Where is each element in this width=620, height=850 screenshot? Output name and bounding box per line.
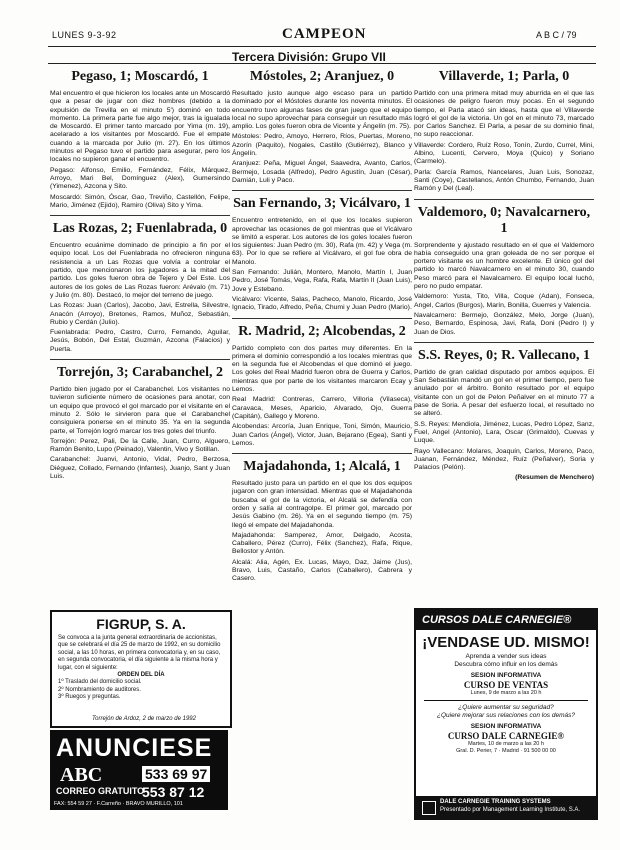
article-separator [232,190,412,191]
team-lineup: Real Madrid: Contreras, Carrero, Villoria (Vilaseca), Caravaca, Meses, Aparicio, Alvarado, Ojo, Guerra (Capitán), Gallego y Moreno. [232,396,412,420]
team-lineup: Torrejón: Perez, Pali, De la Calle, Juan, Curro, Alguero, Ramón Benito, Lupo (Peinado), Valentin, Vivo y Sotillan. [50,437,230,454]
column-2 [232,65,412,586]
page-number: A B C / 79 [536,30,577,40]
carnegie-footer [416,796,596,818]
header-rule [48,46,596,47]
course-ventas: CURSO DE VENTAS [463,680,549,690]
match-report: Partido de gran calidad disputado por ambos equipos. El San Sebastián mandó un gol en el primer tiempo, pero fue anulado por el árbitro. Bonito resultado por el equipo visitante con un gol de Pelon Peñalver en el minuto 77 a pase de Soria. A pesar del esfuerzo local, el resultado no se alteró. [414,368,594,418]
match-headline: S.S. Reyes, 0; R. Vallecano, 1 [418,347,590,363]
article-separator [232,453,412,454]
team-lineup: Móstoles: Pedro, Amoyo, Herrero, Ríos, Puertas, Moreno, Azorín (Paquito), Nogales, Castillo (Gutiérrez), Blanco y Ángelín. [232,133,412,158]
match-headline: Torrejón, 3; Carabanchel, 2 [56,365,224,381]
figrup-line: ORDEN DEL DÍA [117,672,165,679]
carnegie-footer-line: Presentado por Management Learning Institute, S.A. [440,807,581,813]
carnegie-sub: Descubra cómo influir en los demás [454,661,558,668]
course-date: Lunes, 9 de marzo a las 20 h [470,690,542,696]
figrup-line: 3º Ruegos y preguntas. [58,694,121,701]
carnegie-sub: Aprenda a vender sus ideas [465,653,547,660]
match-headline: Majadahonda, 1; Alcalá, 1 [243,459,401,475]
carnegie-question: ¿Quiere aumentar su seguridad? [458,704,554,711]
column-1 [50,65,230,483]
anunciese-ad [50,730,228,810]
team-lineup: Pegaso: Alfonso, Emilio, Fernández, Félix, Márquez, Arroyo, Mari Bel, Domínguez (Alex), Gumersindo (Yimenez), Azcona y Sito. [50,166,230,191]
match-report: Partido completo con dos partes muy diferentes. En la primera el dominio correspondió a los locales mientras que en la segunda fue el Alcobendas el que dominó el juego. Los goles del Real Madrid fueron obra de Guerra y Carlos, mientras que por parte de los visitantes marcaron Ecay y Lemos. [232,344,412,394]
match-report: Resultado justo para un partido en el que los dos equipos jugaron con gran intensidad. Mientras que el Majadahonda buscaba el gol de la victoria, el Alcalá se defendía con orden y salía al contragolpe. El primer gol, marcado por Jesús Gabino (m. 26). Ya en el segundo tiempo (m. 75) llegó el empate del Majadahonda. [232,480,412,529]
carnegie-address: Gral. D. Perier, 7 · Madrid · 91 500 00 00 [456,748,556,754]
author-signoff: (Resumen de Menchero) [515,474,594,482]
article-separator [232,318,412,319]
team-lineup: Alcobendas: Arcoría, Juan Enrique, Toni, Simón, Mauricio, Juan Carlos (Ángel), Victor, Juan, Bejarano (Egea), Santi y Lemos. [232,423,412,447]
team-lineup: Moscardó: Simón, Óscar, Gao, Treviño, Castellón, Felipe, Mario, Jiménez (Ejido), Ramiro (Oliva) Sito y Yima. [50,193,230,209]
match-headline: San Fernando, 3; Vicálvaro, 1 [233,196,411,212]
match-report: Partido bien jugado por el Carabanchel. Los visitantes no tuvieron suficiente número de ocasiones para anotar, con un equipo que provocó el gol marcado por el visitante en el minuto 2. Sólo le sirvieron para que el Carabanchel consiguiera ponerse en el minuto 35. Ya en la segunda parte, el Torrejón logró marcar los tres goles del triunfo. [50,386,230,435]
correo-gratuito-label: CORREO GRATUITO [56,786,145,796]
section-title: CAMPEON [282,26,367,42]
anunciese-headline: ANUNCIESE [56,734,213,762]
article-separator [50,359,230,360]
carnegie-headline: ¡VENDASE UD. MISMO! [422,634,590,651]
course-carnegie: CURSO DALE CARNEGIE® [447,731,565,741]
team-lineup: Fuenlabrada: Pedro, Castro, Curro, Fernando, Aguilar, Jesús, Bobón, Del Estal, Guzmán, Azcona (Falacios) y Puerta. [50,329,230,353]
team-lineup: San Fernando: Julián, Montero, Manolo, Martín I, Juan Pedro, José Tomás, Vega, Rafa, Rafa, Martín II (Juan Luis), Jove y Estebano. [232,269,412,293]
carnegie-ad [414,608,598,820]
header-date: LUNES 9-3-92 [52,30,117,40]
article-separator [414,199,594,200]
abc-logo: ABC [60,764,103,786]
carnegie-question: ¿Quiere mejorar sus relaciones con los demás? [436,712,575,719]
figrup-footer: Torrejón de Ardoz, 2 de marzo de 1992 [92,716,196,722]
match-report: Encuentro ecuánime dominado de principio a fin por el equipo local. Los del Fuenlabrada no ofrecieron ninguna resistencia a un Las Rozas que volvía a controlar el partido, que mencionaron los jugadores a la mitad del partido. Los goles fueron obra de Tejero y Del Este. Los autores de los goles de Las Rozas fueron: Arévalo (m. 71) y Julio (m. 80). Destacó, lo mejor del terreno de juego. [50,242,230,299]
figrup-line: Se convoca a la junta general extraordinaria de accionistas, que se celebrará el día 25 de marzo de 1992, en su domicilio social, a las 10 horas, en primera convocatoria y, en su caso, en segunda convocatoria, el día siguiente a la misma hora y lugar, con el siguiente: [58,635,221,671]
carnegie-logo-icon [422,801,436,815]
column-3 [414,65,594,481]
team-lineup: Aranjuez: Peña, Miguel Ángel, Saavedra, Avanto, Carlos, Bermejo, Losada (Alfredo), Pedro Agustín, Juan (César), Damián, Luli y Paco. [232,160,412,184]
match-report: Encuentro entretenido, en el que los locales supieron aprovechar las ocasiones de gol mientras que el Vicálvaro se limitó a esperar. Los autores de los goles locales fueron los siguientes: Juan Pedro (m. 30), Rafa (m. 42) y Vega (m. 63). Por lo que se refiere al Vicálvaro, el gol fue obra de Manolo. [232,217,412,266]
team-lineup: S.S. Reyes: Mendiola, Jiménez, Lucas, Pedro López, Sanz, Fuel, Angel (Antonio), Lara, Oscar (Grimaldo), Cuevas y Luque. [414,420,594,445]
team-lineup: Villaverde: Cordero, Ruíz Roso, Tonín, Zurdo, Currel, Mini, Albino, Lucenti, Cervero, Moya (Quico) y Soriano (Carmelo). [414,141,594,166]
article-separator [414,342,594,343]
match-report: Partido con una primera mitad muy aburrida en el que las ocasiones de peligro fueron muy pocas. En el segundo tiempo, el Parla atacó sin ideas, hasta que el Villaverde logró el gol de la victoria. Un gol en el minuto 73, marcado por Carlos Sanchez. El Parla, a pesar de su dominio final, no supo reaccionar. [414,90,594,139]
page-header [0,28,620,44]
figrup-line: 2º Nombramiento de auditores. [58,686,141,693]
course-date: Martes, 10 de marzo a las 20 h [468,741,544,747]
figrup-ad [50,610,232,728]
team-lineup: Navalcarnero: Bermejo, González, Melo, Jorge (Juan), Peso, Bernardo, Espinosa, Javi, Rafa, Doni (Pedro I) y Juan de Dios. [414,311,594,336]
team-lineup: Parla: García Ramos, Nancelares, Juan Luis, Sonozaz, Santi (Coye), Castellanos, Antón Chumbo, Fernando, Juan Ramón y Del (Leal). [414,168,594,193]
match-headline: Valdemoro, 0; Navalcarnero, 1 [417,204,591,236]
match-headline: R. Madrid, 2; Alcobendas, 2 [238,323,406,339]
match-report: Mal encuentro el que hicieron los locales ante un Moscardó que a pesar de jugar con diez hombres (debido a la expulsión de Trevilla en el minuto 5') dominó en todo momento. La primera parte fue algo mejor, tras la igualada de Moscardó. El primer tanto marcado por Yima (m. 19), acelarado a los visitantes por Moscardó. Fue el empate cuando a la marcada por Julio (m. 27). En los últimos minutos el Pegaso tuvo el partido para asegurar, pero los locales no supieron ganar el encuentro. [50,90,230,164]
team-lineup: Alcalá: Alia, Agén, Ex. Lucas, Mayo, Daz, Jaime (Jus), Bravo, Luis, Castaño, Carlos (Caballero), Cabrera y Casero. [232,558,412,583]
team-lineup: Rayo Vallecano: Molares, Joaquín, Carlos, Moreno, Paco, Juanan, Fernández, Méndez, Ruíz (Peñalver), Soria y Palacios (Pelón). [414,447,594,472]
ad-fax: FAX: 554 59 27 · F.Carreño · BRAVO MURILLO, 101 [54,801,183,807]
team-lineup: Valdemoro: Yusta, Tito, Villa, Coque (Adan), Fonseca, Angel, Carlos (Burgos), Marín, Bonilla, Guerres y Valencia. [414,293,594,309]
carnegie-footer-line: DALE CARNEGIE TRAINING SYSTEMS [440,799,551,805]
ad-phone-2: 553 87 12 [142,784,205,800]
session-label: SESION INFORMATIVA [470,723,542,730]
figrup-line: 1º Traslado del domicilio social. [58,679,142,686]
article-separator [50,215,230,216]
session-label: SESION INFORMATIVA [470,672,542,679]
figrup-title: FIGRUP, S. A. [96,616,186,632]
match-headline: Las Rozas, 2; Fuenlabrada, 0 [52,221,228,237]
match-report: Resultado justo aunque algo escaso para un partido dominado por el Móstoles durante los noventa minutos. El encuentro tuvo algunas fases de gran juego que el equipo local no supo aprovechar para conseguir un resultado más amplio. Los goles fueron obra de Vicente y Ángelín (m. 75). [232,90,412,131]
banner-rule [48,63,596,64]
league-banner: Tercera División: Grupo VII [232,50,386,64]
match-report: Sorprendente y ajustado resultado en el que el Valdemoro había conseguido una gran goleada de no ser porque el portero visitante es un hombre excelente. El único gol del partido lo marcó Navalcarnero en el minuto 30, cuando Peso marcó para el Navalcarnero. El equipo local luchó, pero no pudo empatar. [414,241,594,291]
match-headline: Pegaso, 1; Moscardó, 1 [71,69,209,84]
team-lineup: Vicálvaro: Vicente, Salas, Pacheco, Manolo, Ricardo, José Ignacio, Tirado, Alfredo, Peña, Chumi y Juan Pedro (Mario). [232,295,412,312]
team-lineup: Carabanchel: Juanvi, Antonio, Vidal, Pedro, Berzosa, Diéguez, Collado, Fernando (Infantes), Juanjo, Sant y Juan Luis. [50,456,230,480]
match-headline: Móstoles, 2; Aranjuez, 0 [249,69,395,84]
team-lineup: Las Rozas: Juan (Carlos), Jacobo, Javi, Estrella, Silvestre, Anacón (Arroyo), Bretones, Ramos, Muñoz, Sebastián, Rubio y Cerdán (Julio). [50,302,230,326]
ad-divider [424,700,588,701]
carnegie-header: CURSOS DALE CARNEGIE® [416,610,596,630]
team-lineup: Majadahonda: Samperez, Amor, Delgado, Acosta, Caballero, Pérez (Curro), Félix (Sanchez), Rafa, Rique, Bellostor y Antón. [232,531,412,556]
match-headline: Villaverde, 1; Parla, 0 [438,69,570,84]
ad-phone-1: 533 69 97 [142,766,210,782]
